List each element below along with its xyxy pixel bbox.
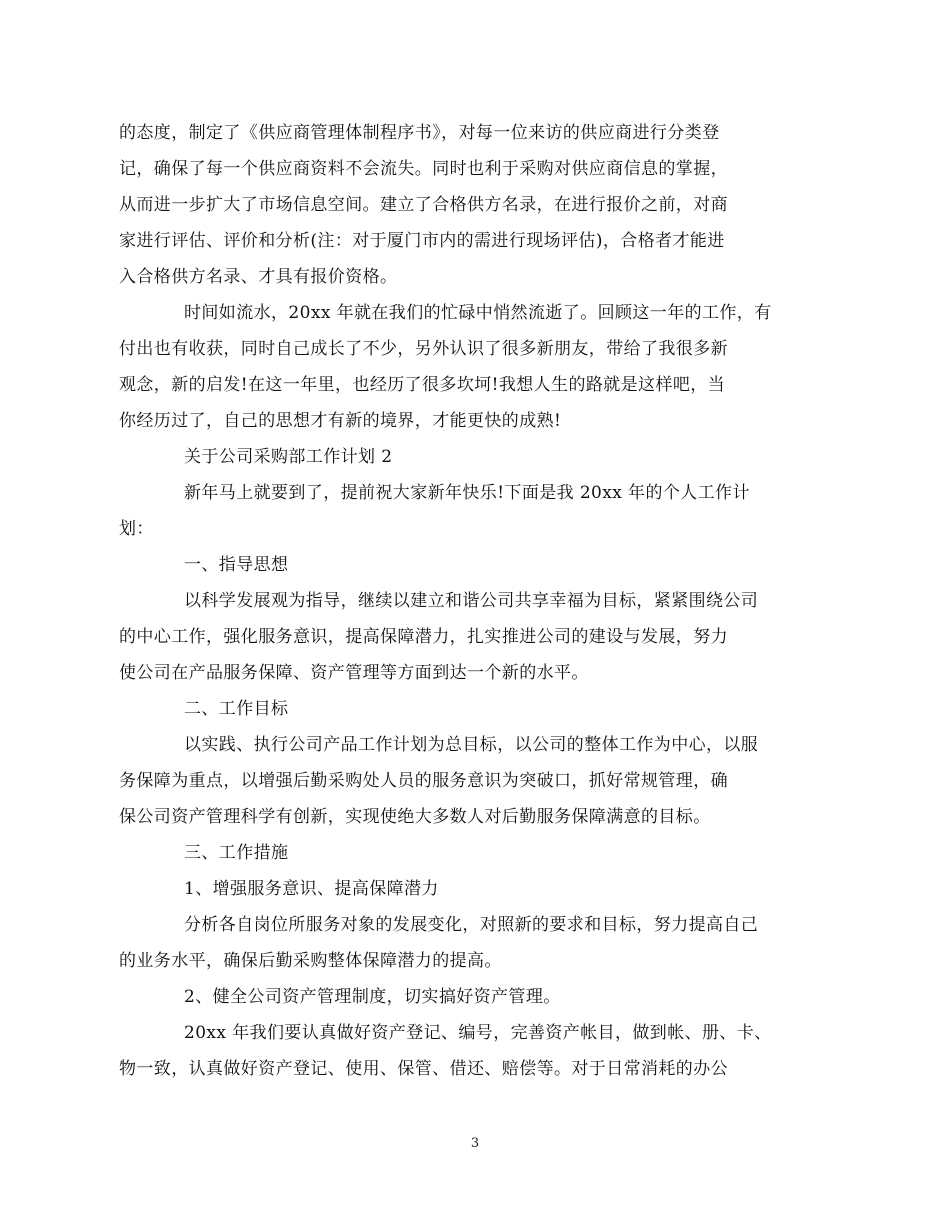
paragraph-line: 的业务水平，确保后勤采购整体保障潜力的提高。	[119, 951, 502, 971]
paragraph-line: 保公司资产管理科学有创新，实现使绝大多数人对后勤服务保障满意的目标。	[119, 807, 711, 827]
section-heading: 三、工作措施	[184, 843, 289, 863]
paragraph-line: 观念，新的启发!在这一年里，也经历了很多坎坷!我想人生的路就是这样吧，当	[119, 375, 726, 395]
paragraph-line: 务保障为重点，以增强后勤采购处人员的服务意识为突破口，抓好常规管理，确	[119, 771, 728, 791]
paragraph-line: 你经历过了，自己的思想才有新的境界，才能更快的成熟!	[119, 411, 562, 431]
paragraph-line: 的中心工作，强化服务意识，提高保障潜力，扎实推进公司的建设与发展，努力	[119, 627, 728, 647]
paragraph-line: 20xx 年我们要认真做好资产登记、编号，完善资产帐目，做到帐、册、卡、	[184, 1023, 772, 1043]
section-heading: 关于公司采购部工作计划 2	[184, 447, 393, 467]
paragraph-line: 划：	[119, 519, 154, 539]
section-heading: 二、工作目标	[184, 699, 289, 719]
subsection-heading: 1、增强服务意识、提高保障潜力	[184, 879, 439, 899]
paragraph-line: 的态度，制定了《供应商管理体制程序书》，对每一位来访的供应商进行分类登	[119, 123, 720, 143]
paragraph-line: 使公司在产品服务保障、资产管理等方面到达一个新的水平。	[119, 663, 589, 683]
subsection-heading: 2、健全公司资产管理制度，切实搞好资产管理。	[184, 987, 561, 1007]
section-heading: 一、指导思想	[184, 555, 289, 575]
paragraph-line: 付出也有收获，同时自己成长了不少，另外认识了很多新朋友，带给了我很多新	[119, 339, 728, 359]
paragraph-line: 以实践、执行公司产品工作计划为总目标，以公司的整体工作为中心，以服	[184, 735, 759, 755]
paragraph-line: 分析各自岗位所服务对象的发展变化，对照新的要求和目标，努力提高自己	[184, 915, 759, 935]
document-body	[119, 115, 819, 1087]
paragraph-line: 时间如流水，20xx 年就在我们的忙碌中悄然流逝了。回顾这一年的工作，有	[184, 303, 772, 323]
paragraph-line: 记，确保了每一个供应商资料不会流失。同时也利于采购对供应商信息的掌握，	[119, 159, 728, 179]
paragraph-line: 以科学发展观为指导，继续以建立和谐公司共享幸福为目标，紧紧围绕公司	[184, 591, 759, 611]
paragraph-line: 从而进一步扩大了市场信息空间。建立了合格供方名录，在进行报价之前，对商	[119, 195, 728, 215]
page-number: 3	[470, 1136, 480, 1151]
paragraph-line: 物一致，认真做好资产登记、使用、保管、借还、赔偿等。对于日常消耗的办公	[119, 1059, 728, 1079]
paragraph-line: 新年马上就要到了，提前祝大家新年快乐!下面是我 20xx 年的个人工作计	[184, 483, 750, 503]
paragraph-line: 家进行评估、评价和分析(注：对于厦门市内的需进行现场评估)，合格者才能进	[119, 231, 725, 251]
paragraph-line: 入合格供方名录、才具有报价资格。	[119, 267, 398, 287]
